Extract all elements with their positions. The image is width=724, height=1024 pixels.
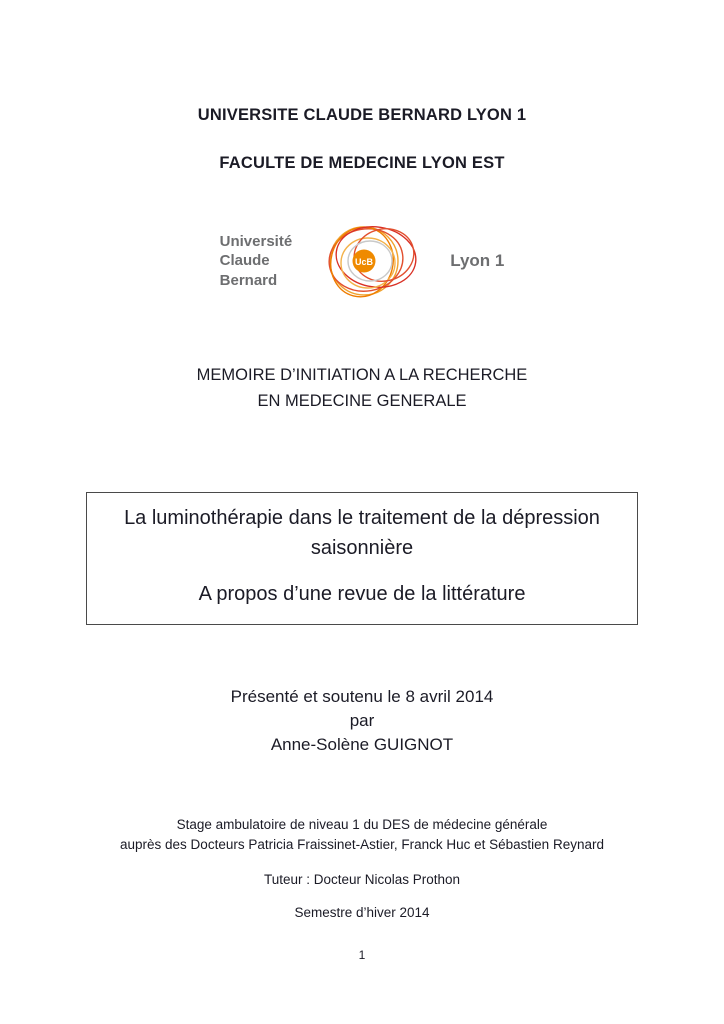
memoire-line2: EN MEDECINE GENERALE bbox=[257, 391, 467, 410]
presentation-block bbox=[0, 685, 724, 756]
logo-lyon-text: Lyon 1 bbox=[450, 251, 505, 270]
author-name: Anne-Solène GUIGNOT bbox=[270, 734, 454, 754]
subtitle: A propos d’une revue de la littérature bbox=[198, 583, 526, 606]
title-box bbox=[86, 492, 638, 625]
internship-line1: Stage ambulatoire de niveau 1 du DES de médecine générale bbox=[176, 816, 548, 832]
faculty-heading: FACULTE DE MEDECINE LYON EST bbox=[219, 154, 505, 172]
logo-name-line3: Bernard bbox=[219, 271, 278, 289]
page-number: 1 bbox=[358, 948, 366, 962]
tutor-line: Tuteur : Docteur Nicolas Prothon bbox=[263, 872, 461, 888]
university-logo bbox=[0, 217, 724, 305]
logo-name-line1: Université bbox=[219, 232, 293, 250]
logo-rings-icon bbox=[296, 217, 446, 305]
internship-block bbox=[0, 815, 724, 856]
logo-name-text bbox=[220, 232, 293, 291]
defense-date-line: Présenté et soutenu le 8 avril 2014 bbox=[230, 687, 494, 707]
university-heading: UNIVERSITE CLAUDE BERNARD LYON 1 bbox=[197, 106, 527, 124]
semester-line: Semestre d’hiver 2014 bbox=[294, 905, 430, 921]
logo-name-line2: Claude bbox=[219, 252, 270, 270]
internship-line2: auprès des Docteurs Patricia Fraissinet-Astier, Franck Huc et Sébastien Reynard bbox=[120, 836, 604, 852]
memoire-heading bbox=[0, 363, 724, 414]
memoire-line1: MEMOIRE D’INITIATION A LA RECHERCHE bbox=[196, 366, 528, 384]
main-title: La luminothérapie dans le traitement de la dépression saisonnière bbox=[124, 507, 600, 560]
par-line: par bbox=[349, 710, 375, 730]
logo-badge-text: UcB bbox=[355, 257, 374, 267]
